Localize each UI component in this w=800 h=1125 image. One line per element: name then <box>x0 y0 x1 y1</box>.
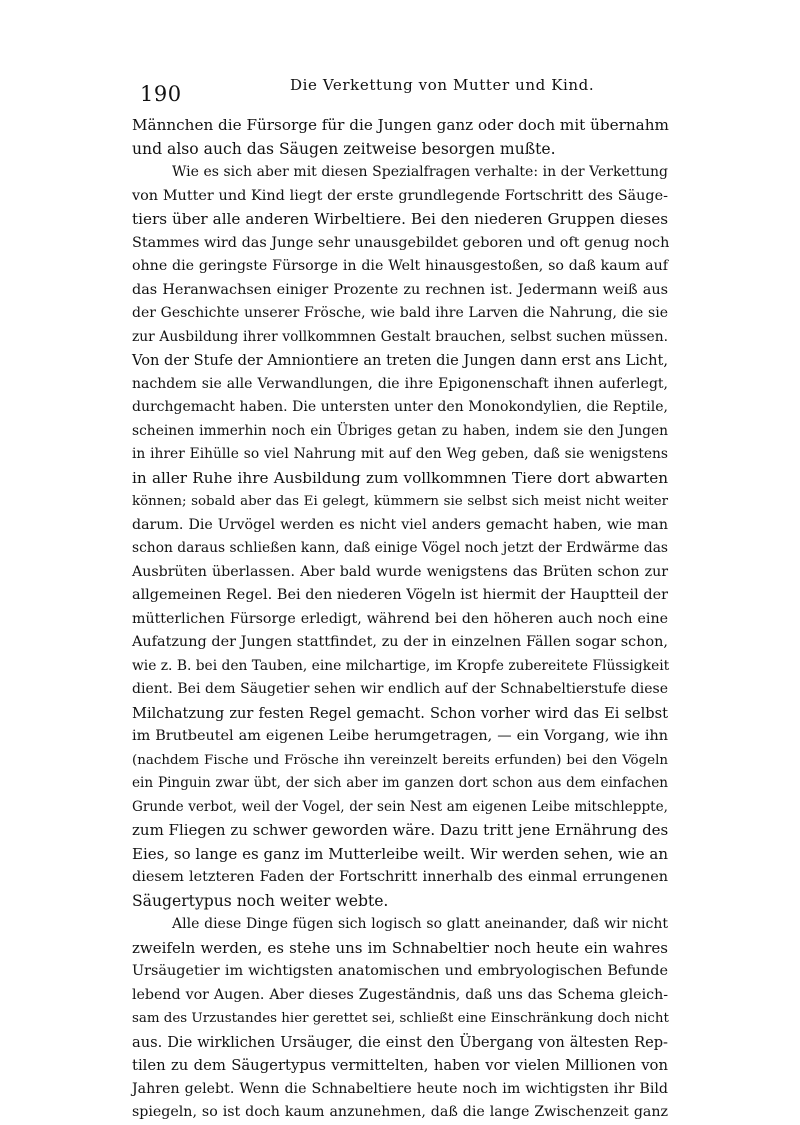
page-number: 190 <box>140 82 182 106</box>
text-line: darum. Die Urvögel werden es nicht viel anders gemacht haben, wie man <box>132 516 668 533</box>
text-line: schon daraus schließen kann, daß einige Vögel noch jetzt der Erdwärme das <box>132 540 668 556</box>
paragraph-first-line: Alle diese Dinge fügen sich logisch so glatt aneinander, daß wir nicht <box>172 916 668 932</box>
text-line: in ihrer Eihülle so viel Nahrung mit auf den Weg geben, daß sie wenigstens <box>132 446 668 462</box>
text-line: Aufatzung der Jungen stattfindet, zu der in einzelnen Fällen sogar schon, <box>132 634 668 650</box>
text-line: lebend vor Augen. Aber dieses Zugeständnis, daß uns das Schema gleich- <box>132 986 668 1003</box>
text-line: Von der Stufe der Amniontiere an treten die Jungen dann erst ans Licht, <box>132 352 668 369</box>
text-line: der Geschichte unserer Frösche, wie bald ihre Larven die Nahrung, die sie <box>132 305 668 321</box>
text-line: Stammes wird das Junge sehr unausgebildet geboren und oft genug noch <box>132 234 670 251</box>
text-line: können; sobald aber das Ei gelegt, kümmern sie selbst sich meist nicht weiter <box>132 494 668 509</box>
text-line: zweifeln werden, es stehe uns im Schnabeltier noch heute ein wahres <box>132 938 668 957</box>
text-line: dient. Bei dem Säugetier sehen wir endlich auf der Schnabeltierstufe diese <box>132 681 668 697</box>
text-line: im Brutbeutel am eigenen Leibe herumgetragen, — ein Vorgang, wie ihn <box>132 728 668 744</box>
text-line: Ausbrüten überlassen. Aber bald wurde wenigstens das Brüten schon zur <box>132 563 668 580</box>
text-line: Ursäugetier im wichtigsten anatomischen und embryologischen Befunde <box>132 963 668 979</box>
text-line: diesem letzteren Faden der Fortschritt innerhalb des einmal errungenen <box>132 869 668 885</box>
text-line: Eies, so lange es ganz im Mutterleibe weilt. Wir werden sehen, wie an <box>132 844 668 863</box>
text-line: das Heranwachsen einiger Prozente zu rechnen ist. Jedermann weiß aus <box>132 281 668 298</box>
text-line: zur Ausbildung ihrer vollkommnen Gestalt brauchen, selbst suchen müssen. <box>132 328 668 345</box>
text-line: in aller Ruhe ihre Ausbildung zum vollkommnen Tiere dort abwarten <box>132 468 668 487</box>
text-line: ein Pinguin zwar übt, der sich aber im ganzen dort schon aus dem einfachen <box>132 775 668 791</box>
body-text <box>132 114 668 1125</box>
text-line: Grunde verbot, weil der Vogel, der sein Nest am eigenen Leibe mitschleppte, <box>132 798 668 815</box>
text-line: scheinen immerhin noch ein Übriges getan zu haben, indem sie den Jungen <box>132 422 668 439</box>
text-line: tilen zu dem Säugertypus vermittelten, haben vor vielen Millionen von <box>132 1057 668 1074</box>
text-line: Männchen die Fürsorge für die Jungen ganz oder doch mit übernahm <box>132 116 669 134</box>
text-line: nachdem sie alle Verwandlungen, die ihre Epigonenschaft ihnen auferlegt, <box>132 375 668 392</box>
text-line: allgemeinen Regel. Bei den niederen Vögeln ist hiermit der Hauptteil der <box>132 587 668 603</box>
paragraph-first-line: Wie es sich aber mit diesen Spezialfragen verhalte: in der Verkettung <box>172 164 668 180</box>
text-line: Jahren gelebt. Wenn die Schnabeltiere heute noch im wichtigsten ihr Bild <box>132 1080 668 1097</box>
text-line: Milchatzung zur festen Regel gemacht. Schon vorher wird das Ei selbst <box>132 704 668 722</box>
text-line: Säugertypus noch weiter webte. <box>132 891 389 910</box>
text-line: aus. Die wirklichen Ursäuger, die einst den Übergang von ältesten Rep- <box>132 1033 668 1051</box>
text-line: zum Fliegen zu schwer geworden wäre. Dazu tritt jene Ernährung des <box>132 821 669 839</box>
text-line: ohne die geringste Fürsorge in die Welt hinausgestoßen, so daß kaum auf <box>132 258 668 274</box>
text-line: (nachdem Fische und Frösche ihn vereinzelt bereits erfunden) bei den Vögeln <box>132 752 668 768</box>
text-line: und also auch das Säugen zeitweise besorgen mußte. <box>132 139 556 158</box>
text-line: durchgemacht haben. Die untersten unter den Monokondylien, die Reptile, <box>132 399 668 415</box>
text-line: tiers über alle anderen Wirbeltiere. Bei den niederen Gruppen dieses <box>132 210 668 228</box>
running-head: Die Verkettung von Mutter und Kind. <box>290 76 595 94</box>
text-line: spiegeln, so ist doch kaum anzunehmen, daß die lange Zwischenzeit ganz <box>132 1104 668 1120</box>
page-header <box>132 74 668 104</box>
text-line: mütterlichen Fürsorge erledigt, während bei den höheren auch noch eine <box>132 610 668 627</box>
text-line: wie z. B. bei den Tauben, eine milchartige, im Kropfe zubereitete Flüssigkeit <box>132 657 670 674</box>
text-line: von Mutter und Kind liegt der erste grundlegende Fortschritt des Säuge- <box>132 187 668 204</box>
text-line: sam des Urzustandes hier gerettet sei, schließt eine Einschränkung doch nicht <box>132 1011 669 1026</box>
